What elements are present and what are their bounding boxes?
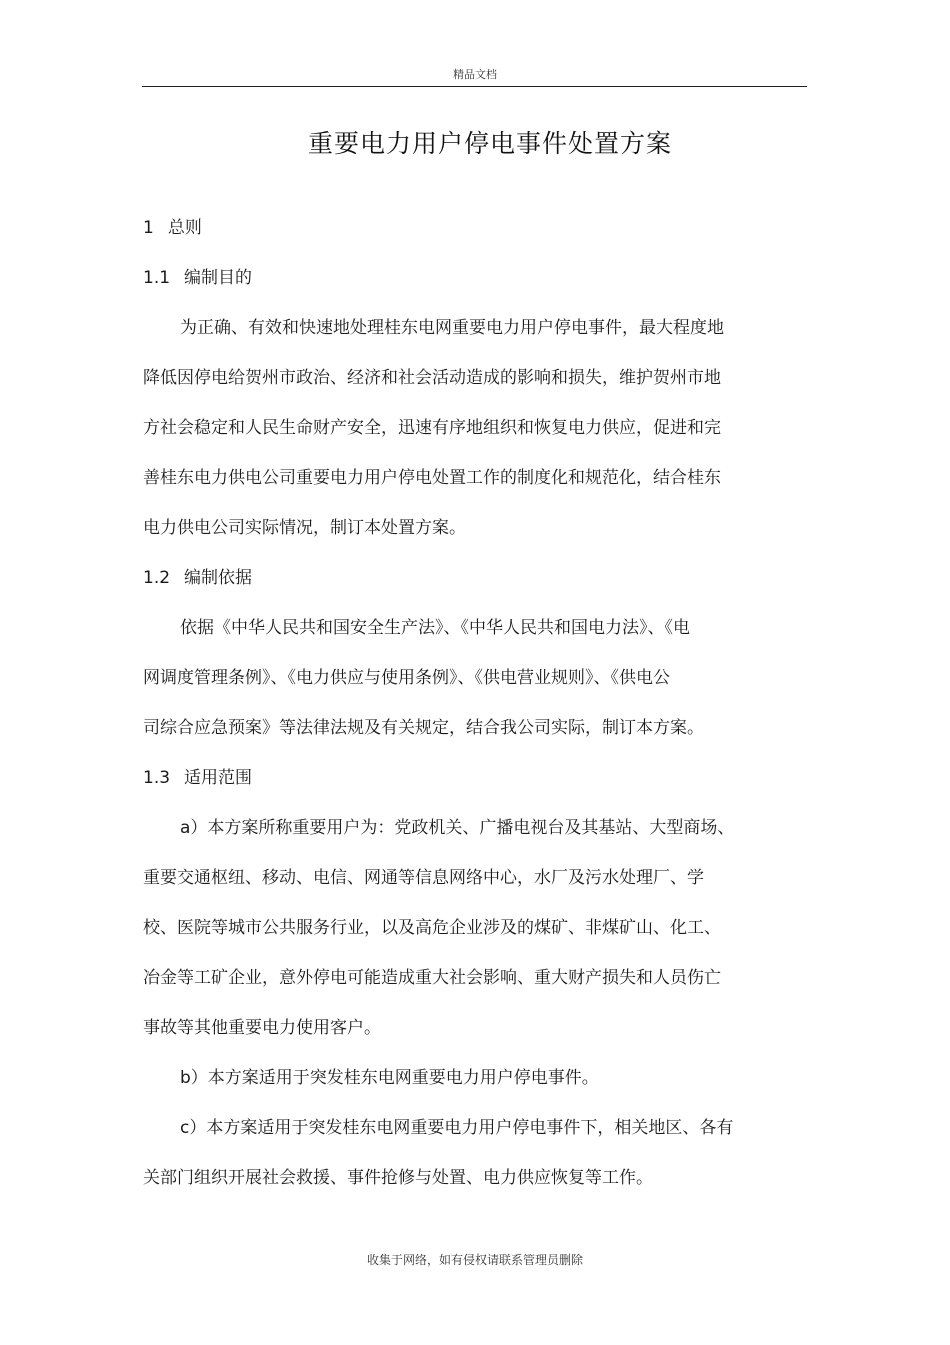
header-divider [142, 86, 807, 87]
paragraph-line: 重要交通枢纽、移动、电信、网通等信息网络中心，水厂及污水处理厂、学 [143, 868, 704, 888]
paragraph-line: b）本方案适用于突发桂东电网重要电力用户停电事件。 [180, 1068, 599, 1088]
paragraph-line: 降低因停电给贺州市政治、经济和社会活动造成的影响和损失，维护贺州市地 [143, 368, 721, 388]
section-number: 1.3 [143, 768, 171, 788]
section-title: 编制目的 [184, 268, 253, 288]
section-heading-1-2 [143, 553, 768, 603]
section-heading-1 [143, 203, 768, 253]
document-body [143, 203, 768, 1203]
paragraph-line: a）本方案所称重要用户为：党政机关、广播电视台及其基站、大型商场、 [180, 818, 735, 838]
section-heading-1-3 [143, 753, 768, 803]
paragraph-line: 为正确、有效和快速地处理桂东电网重要电力用户停电事件，最大程度地 [180, 318, 724, 338]
section-number: 1.2 [143, 568, 171, 588]
paragraph-line: 冶金等工矿企业，意外停电可能造成重大社会影响、重大财产损失和人员伤亡 [143, 968, 721, 988]
section-title: 编制依据 [184, 568, 253, 588]
page-header: 精品文档 [453, 68, 497, 81]
paragraph-line: 事故等其他重要电力使用客户。 [143, 1018, 381, 1038]
paragraph-line: 方社会稳定和人民生命财产安全，迅速有序地组织和恢复电力供应，促进和完 [143, 418, 721, 438]
paragraph-line: 网调度管理条例》、《电力供应与使用条例》、《供电营业规则》、《供电公 [143, 668, 670, 688]
section-title: 适用范围 [184, 768, 253, 788]
paragraph-line: 善桂东电力供电公司重要电力用户停电处置工作的制度化和规范化，结合桂东 [143, 468, 721, 488]
paragraph-line: 依据《中华人民共和国安全生产法》、《中华人民共和国电力法》、《电 [180, 618, 690, 638]
paragraph-line: 关部门组织开展社会救援、事件抢修与处置、电力供应恢复等工作。 [143, 1168, 653, 1188]
document-title: 重要电力用户停电事件处置方案 [307, 129, 672, 158]
paragraph-line: 校、医院等城市公共服务行业，以及高危企业涉及的煤矿、非煤矿山、化工、 [143, 918, 721, 938]
section-number: 1 [143, 218, 154, 238]
section-heading-1-1 [143, 253, 768, 303]
section-title: 总则 [167, 218, 202, 238]
paragraph-line: 电力供电公司实际情况，制订本处置方案。 [143, 518, 466, 538]
paragraph-line: 司综合应急预案》等法律法规及有关规定，结合我公司实际，制订本方案。 [143, 718, 704, 738]
paragraph-line: c）本方案适用于突发桂东电网重要电力用户停电事件下，相关地区、各有 [180, 1118, 734, 1138]
section-number: 1.1 [143, 268, 171, 288]
page-footer: 收集于网络，如有侵权请联系管理员删除 [366, 1253, 583, 1267]
